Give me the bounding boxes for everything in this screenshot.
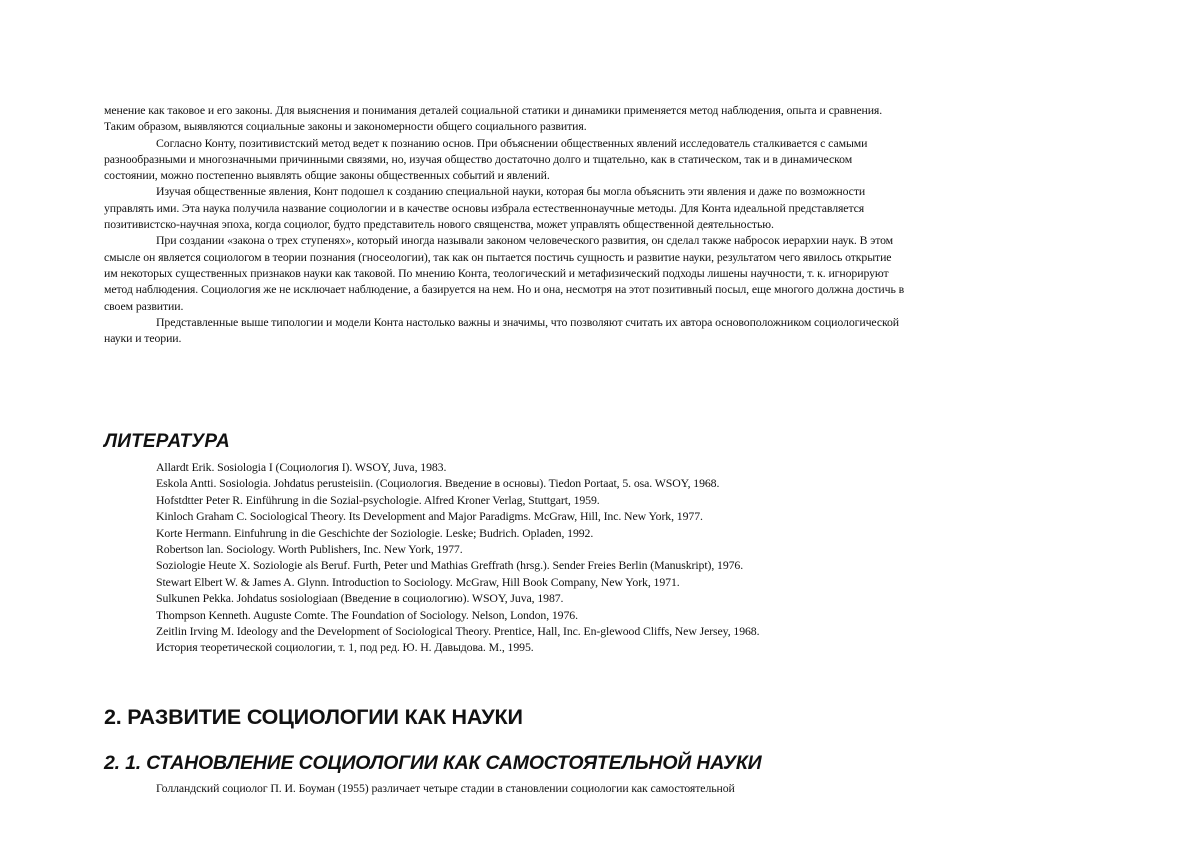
- reference-item: Sulkunen Pekka. Johdatus sosiologiaan (Введение в социологию). WSOY, Juva, 1987.: [156, 591, 564, 606]
- reference-item: Robertson lan. Sociology. Worth Publishers, Inc. New York, 1977.: [156, 542, 463, 557]
- reference-item: Korte Hermann. Einfuhrung in die Geschichte der Soziologie. Leske; Budrich. Opladen, 1992.: [156, 525, 594, 540]
- paragraph: При создании «закона о трех ступенях», который иногда называли законом человеческого развития, он сделал также набросок иерархии наук. В этом смысле он является социологом в теории познания (гносеологии), так как он пытается постичь сущность и развитие науки, результатом чего явилось открытие им некоторых существенных признаков науки как таковой. По мнению Конта, теологический и метафизический подходы лишены научности, т. к. игнорируют метод наблюдения. Социология же не исключает наблюдение, а базируется на нем. Но и она, несмотря на этот позитивный посыл, еще многого должна достичь в своем развитии.: [104, 233, 905, 313]
- section-heading: 2. 1. СТАНОВЛЕНИЕ СОЦИОЛОГИИ КАК САМОСТОЯТЕЛЬНОЙ НАУКИ: [104, 752, 762, 774]
- reference-list: [156, 459, 936, 656]
- paragraph: Изучая общественные явления, Конт подошел к созданию специальной науки, которая бы могла объяснить эти явления и даже по возможности управлять ими. Эта наука получила название социологии и в качестве основы избрала естественнонаучные методы. Для Конта идеальной представляется позитивистско-научная эпоха, когда социолог, будто представитель нового священства, может управлять общественной деятельностью.: [104, 184, 866, 232]
- chapter-heading: 2. РАЗВИТИЕ СОЦИОЛОГИИ КАК НАУКИ: [104, 705, 523, 729]
- reference-item: История теоретической социологии, т. 1, под ред. Ю. Н. Давыдова. М., 1995.: [156, 640, 534, 655]
- section-paragraph: Голландский социолог П. И. Боуман (1955) различает четыре стадии в становлении социологии как самостоятельной: [156, 781, 735, 795]
- reference-item: Zeitlin Irving M. Ideology and the Development of Sociological Theory. Prentice, Hall, Inc. En-glewood Cliffs, New Jersey, 1968.: [156, 624, 760, 639]
- paragraph: менение как таковое и его законы. Для выяснения и понимания деталей социальной статики и динамики применяется метод наблюдения, опыта и сравнения. Таким образом, выявляются социальные законы и закономерности общего социального развития.: [104, 103, 883, 134]
- paragraph: Согласно Конту, позитивистский метод ведет к познанию основ. При объяснении общественных явлений исследователь сталкивается с самыми разнообразными и многозначными причинными связями, но, изучая общество достаточно долго и тщательно, как в статическом, так и в динамическом состоянии, можно постепенно выявлять общие законы общественных событий и явлений.: [104, 135, 868, 183]
- reference-item: Hofstdtter Peter R. Einführung in die Sozial-psychologie. Alfred Kroner Verlag, Stuttgart, 1959.: [156, 492, 600, 507]
- paragraph: Представленные выше типологии и модели Конта настолько важны и значимы, что позволяют считать их автора основоположником социологической науки и теории.: [104, 314, 900, 346]
- reference-item: Thompson Kenneth. Auguste Comte. The Foundation of Sociology. Nelson, London, 1976.: [156, 607, 578, 622]
- reference-item: Kinloch Graham C. Sociological Theory. Its Development and Major Paradigms. McGraw, Hill, Inc. New York, 1977.: [156, 509, 703, 524]
- reference-item: Soziologie Heute X. Soziologie als Beruf. Furth, Peter und Mathias Greffrath (hrsg.). Sender Freies Berlin (Manuskript), 1976.: [156, 558, 744, 573]
- literature-heading: ЛИТЕРАТУРА: [104, 431, 230, 452]
- reference-item: Eskola Antti. Sosiologia. Johdatus perusteisiin. (Социология. Введение в основы). Tiedon Portaat, 5. osa. WSOY, 1968.: [156, 476, 720, 491]
- reference-item: Allardt Erik. Sosiologia I (Социология I). WSOY, Juva, 1983.: [156, 460, 447, 474]
- reference-item: Stewart Elbert W. & James A. Glynn. Introduction to Sociology. McGraw, Hill Book Company, New York, 1971.: [156, 574, 680, 589]
- body-text: [104, 102, 906, 346]
